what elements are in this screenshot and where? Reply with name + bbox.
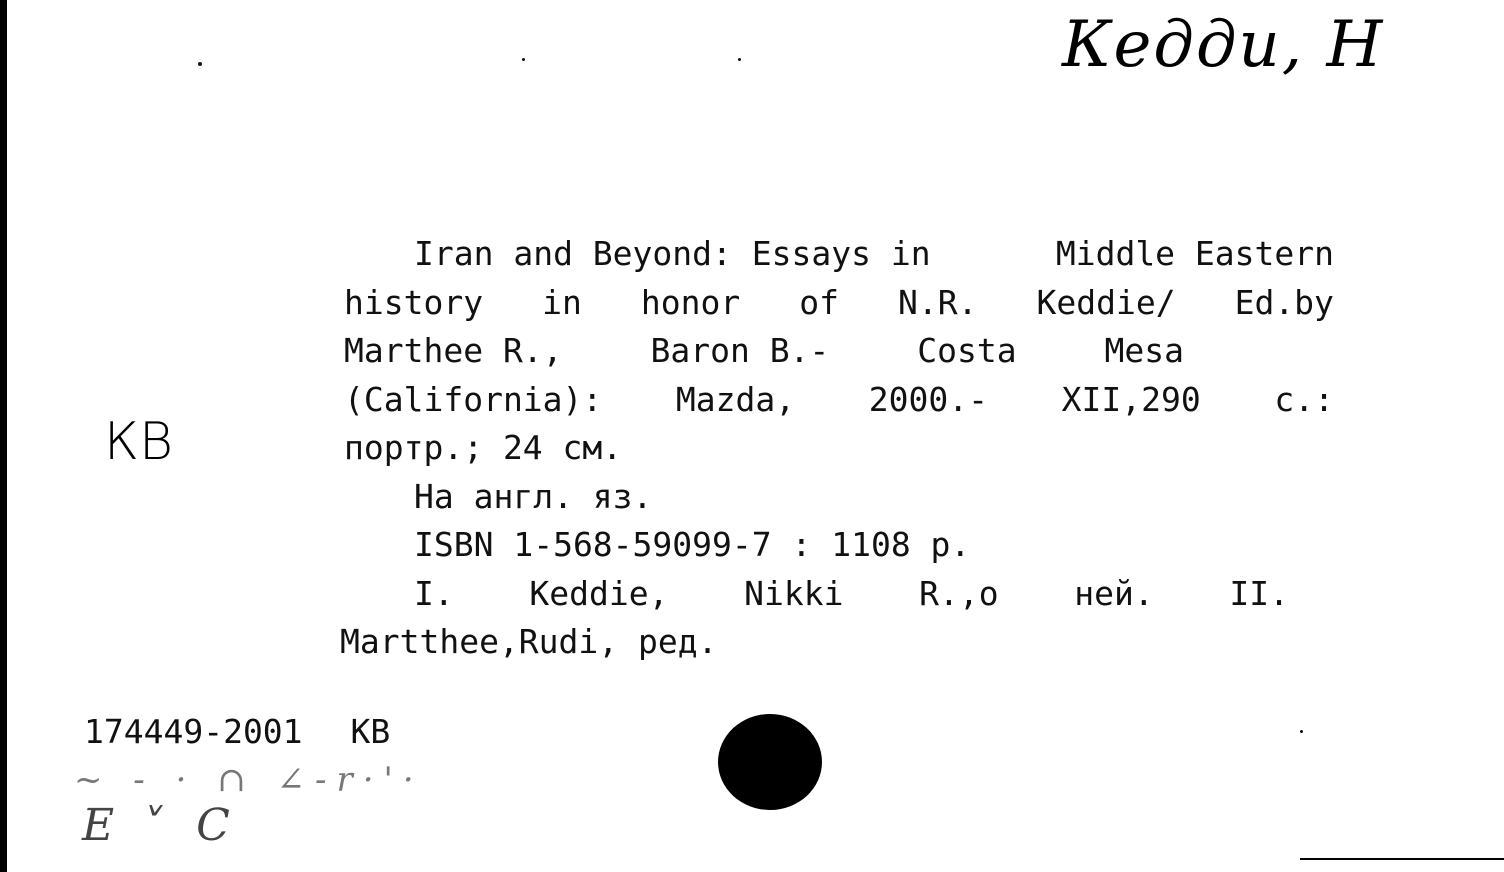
word: Marthee R., bbox=[344, 331, 563, 370]
word: Keddie/ bbox=[1036, 282, 1176, 322]
word: N.R. bbox=[897, 282, 978, 322]
entry-line-9: Martthee,Rudi, ред. bbox=[340, 622, 718, 661]
word: 2000.- bbox=[868, 379, 988, 419]
entry-line-8 bbox=[344, 570, 1289, 619]
word: II. bbox=[1229, 573, 1289, 613]
title-part: Iran and Beyond: Essays in bbox=[414, 234, 931, 273]
word: honor bbox=[640, 282, 741, 322]
ink-speck bbox=[522, 58, 525, 61]
faint-pencil-mark: Е ˅ С bbox=[82, 800, 238, 851]
word: Keddie, bbox=[529, 573, 669, 613]
entry-line-4 bbox=[344, 376, 1334, 425]
word: Costa bbox=[917, 331, 1017, 370]
accession-line bbox=[84, 712, 390, 751]
accession-number: 174449-2001 bbox=[84, 712, 303, 751]
bottom-rule bbox=[1300, 858, 1504, 860]
word: R.,о bbox=[919, 573, 999, 613]
word: XII,290 bbox=[1061, 379, 1201, 419]
ink-speck bbox=[1300, 730, 1303, 733]
word: Mesa bbox=[1104, 331, 1184, 370]
language-note: На англ. яз. bbox=[414, 476, 653, 516]
word: (California): bbox=[344, 379, 603, 419]
entry-line-3 bbox=[344, 327, 1184, 376]
word: Nikki bbox=[744, 573, 844, 613]
faint-pencil-note: ~ - · ∩ ∠-r·'· bbox=[74, 760, 424, 800]
handwritten-shelf-mark: КВ bbox=[104, 412, 174, 472]
word: ней. bbox=[1074, 573, 1154, 613]
punch-hole bbox=[718, 714, 822, 810]
ink-speck bbox=[738, 58, 741, 61]
isbn-line: ISBN 1-568-59099-7 : 1108 р. bbox=[414, 525, 971, 564]
bibliographic-entry bbox=[340, 230, 1336, 667]
accession-code: КВ bbox=[350, 712, 391, 751]
word: c.: bbox=[1274, 379, 1334, 419]
word: in bbox=[542, 282, 582, 322]
title-part: Middle Eastern bbox=[1055, 234, 1334, 273]
word: of bbox=[799, 282, 839, 322]
entry-line-5: портр.; 24 см. bbox=[344, 428, 623, 467]
handwritten-heading: Кеддu, Н bbox=[1062, 8, 1385, 82]
entry-line-2 bbox=[344, 279, 1334, 328]
word: I. bbox=[414, 573, 454, 613]
word: history bbox=[344, 282, 484, 322]
ink-speck bbox=[198, 62, 202, 66]
entry-line-1 bbox=[344, 230, 1334, 279]
card-left-edge bbox=[0, 0, 7, 872]
word: Ed.by bbox=[1234, 282, 1334, 322]
word: Mazda, bbox=[675, 379, 796, 419]
word: Baron B.- bbox=[650, 331, 830, 370]
